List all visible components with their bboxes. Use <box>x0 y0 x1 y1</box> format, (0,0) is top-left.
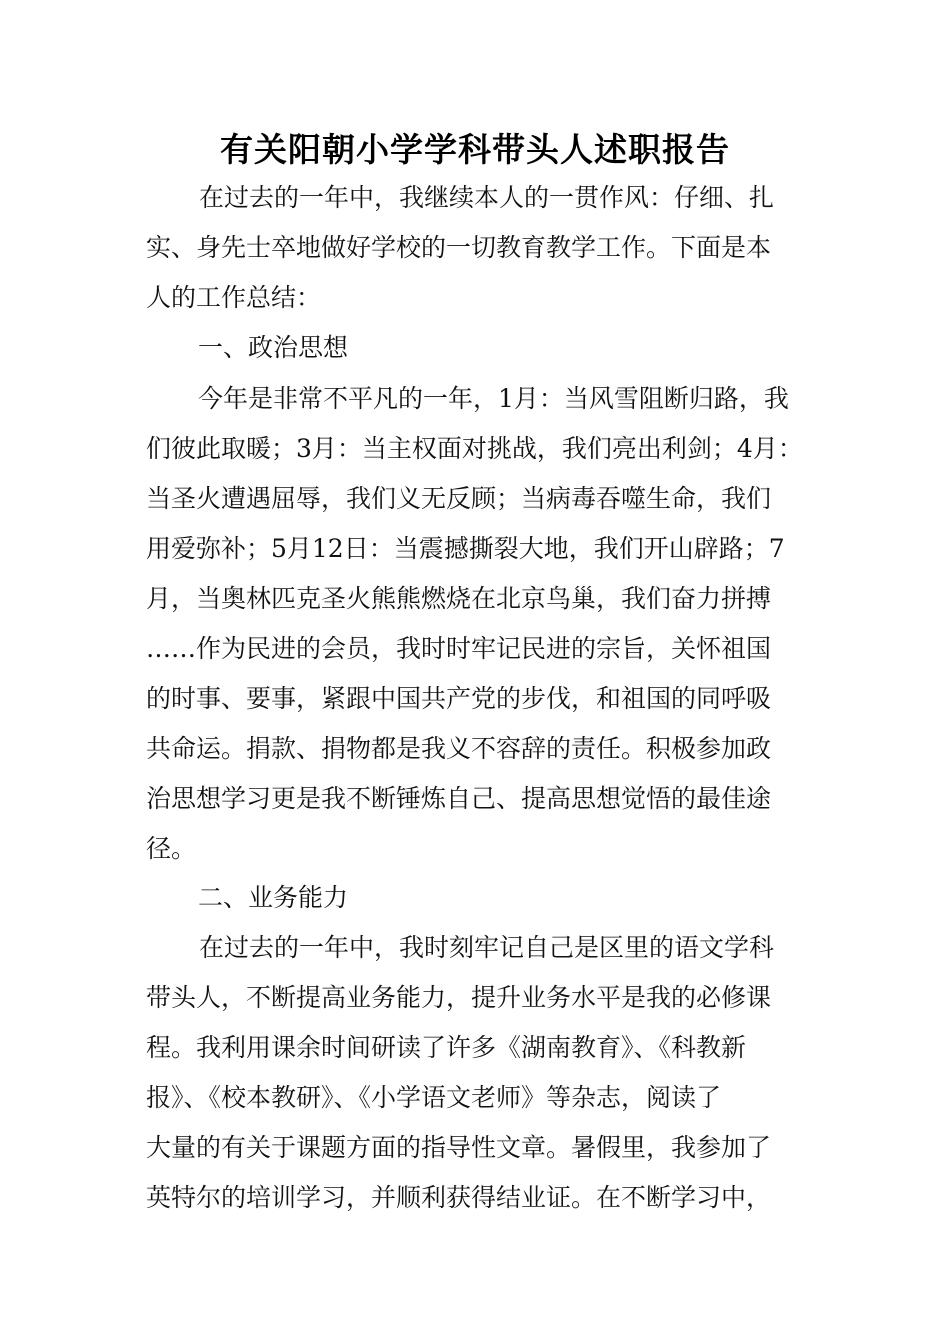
document-title: 有关阳朝小学学科带头人述职报告 <box>220 130 730 169</box>
paragraph-line: 程。我利用课余时间研读了许多《湖南教育》、《科教新 <box>146 1033 747 1062</box>
paragraph-line: 的时事、要事，紧跟中国共产党的步伐，和祖国的同呼吸 <box>146 684 772 713</box>
section-heading: 二、业务能力 <box>198 883 349 912</box>
paragraph-line: 用爱弥补；5月12日：当震撼撕裂大地，我们开山辟路；7 <box>146 534 785 563</box>
paragraph-line: 实、身先士卒地做好学校的一切教育教学工作。下面是本 <box>146 233 772 262</box>
paragraph-line: 治思想学习更是我不断锤炼自己、提高思想觉悟的最佳途 <box>146 784 772 813</box>
paragraph-line: 们彼此取暖；3月：当主权面对挑战，我们亮出利剑；4月： <box>146 434 803 463</box>
paragraph-line: 大量的有关于课题方面的指导性文章。暑假里，我参加了 <box>146 1133 772 1162</box>
paragraph-line: 在过去的一年中，我继续本人的一贯作风：仔细、扎 <box>199 183 775 212</box>
paragraph-line: 英特尔的培训学习，并顺利获得结业证。在不断学习中， <box>146 1183 772 1212</box>
paragraph-line: 径。 <box>146 834 197 863</box>
paragraph-line: 今年是非常不平凡的一年，1月：当风雪阻断归路，我 <box>198 384 789 413</box>
paragraph-line: 在过去的一年中，我时刻牢记自己是区里的语文学科 <box>199 933 775 962</box>
paragraph-line: 当圣火遭遇屈辱，我们义无反顾；当病毒吞噬生命，我们 <box>146 484 772 513</box>
paragraph-line: 带头人，不断提高业务能力，提升业务水平是我的必修课 <box>146 983 772 1012</box>
paragraph-line: ……作为民进的会员，我时时牢记民进的宗旨，关怀祖国 <box>146 634 772 663</box>
section-heading: 一、政治思想 <box>198 333 349 362</box>
paragraph-line: 月，当奥林匹克圣火熊熊燃烧在北京鸟巢，我们奋力拼搏 <box>146 584 772 613</box>
paragraph-line: 报》、《校本教研》、《小学语文老师》等杂志，阅读了 <box>146 1083 722 1112</box>
paragraph-line: 人的工作总结： <box>146 283 322 312</box>
paragraph-line: 共命运。捐款、捐物都是我义不容辞的责任。积极参加政 <box>146 734 772 763</box>
